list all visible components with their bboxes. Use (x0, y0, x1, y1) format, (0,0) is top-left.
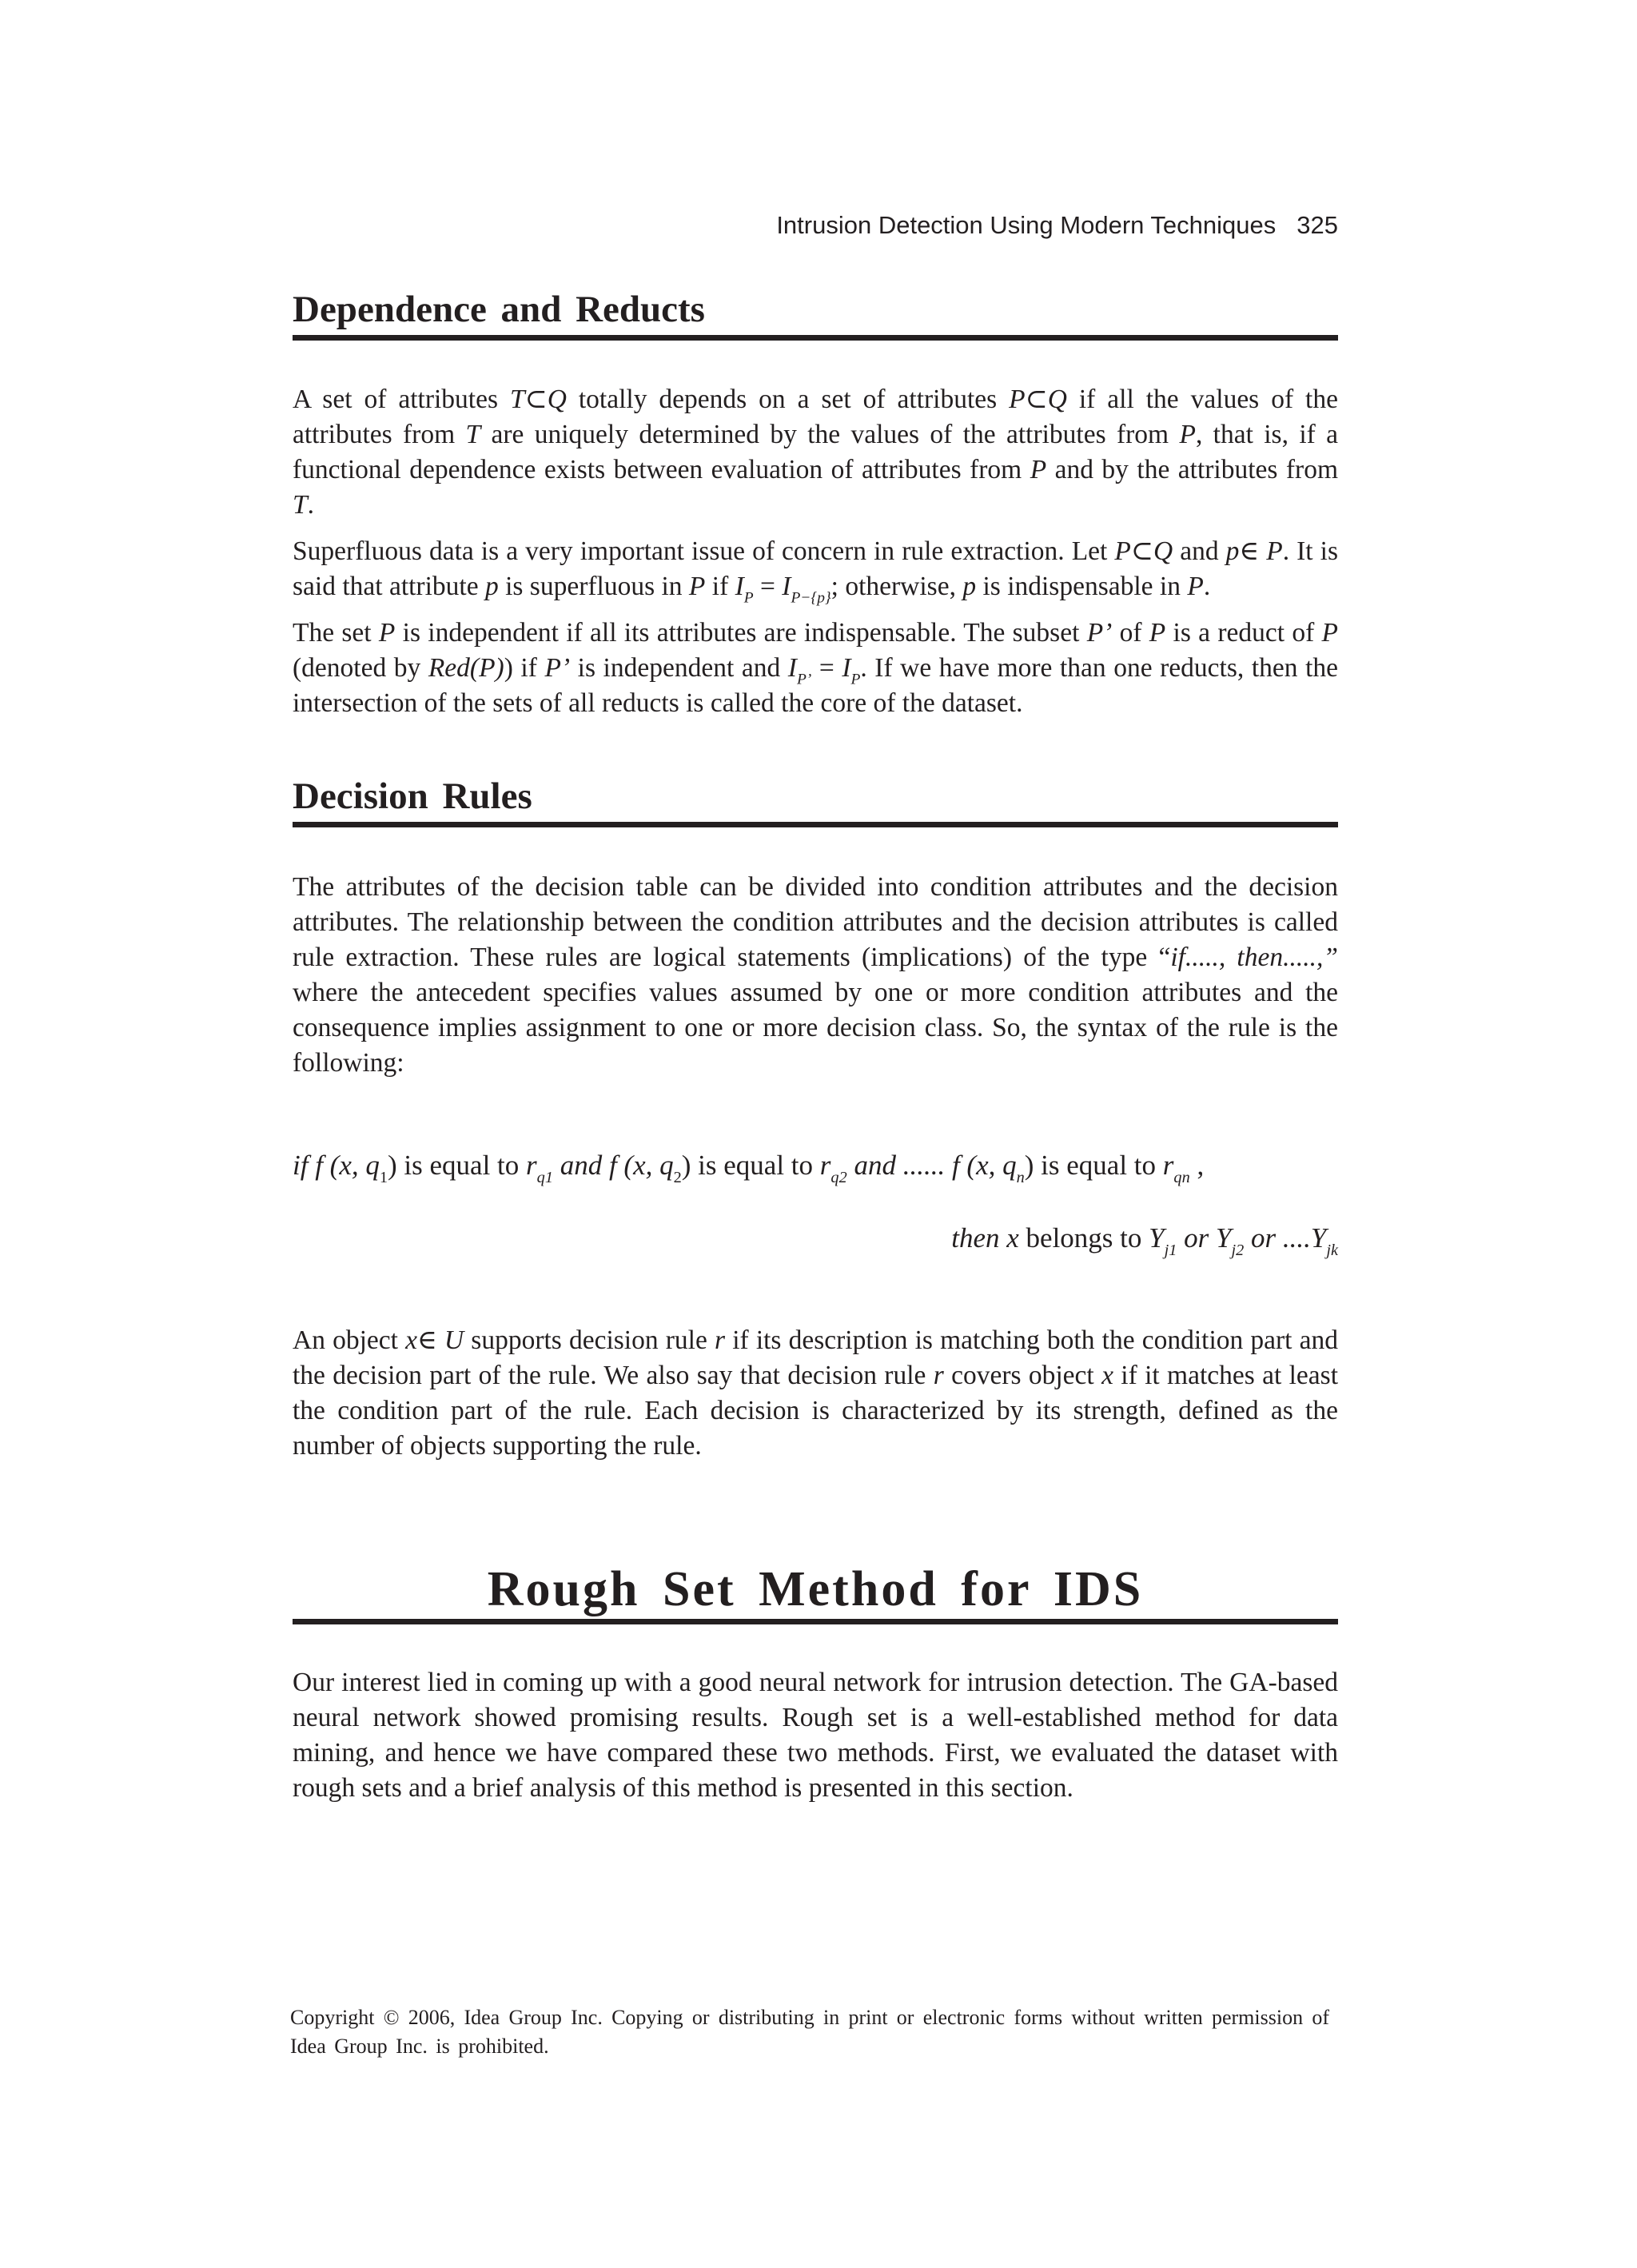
chapter-heading-rough-set: Rough Set Method for IDS (293, 1560, 1338, 1624)
paragraph-dependence-1: A set of attributes T⊂Q totally depends on a set of attributes P⊂Q if all the values of the attributes from T are uniquely determined by the values of the attributes from P, that is, if a functional dependence exists between evaluation of attributes from P and by the attributes from T. (293, 385, 1339, 520)
section-heading-decision: Decision Rules (293, 772, 1338, 827)
page-number: 325 (1296, 211, 1338, 239)
section-decision (293, 772, 1338, 827)
chapter-section-rough (293, 1560, 1338, 1624)
decision-body-2 (293, 1323, 1338, 1464)
paragraph-rough-1: Our interest lied in coming up with a good neural network for intrusion detection. The GA-based neural network showed promising results. Rough set is a well-established method for data mining, and hence we have compared these two methods. First, we evaluated the dataset with rough sets and a brief analysis of this method is presented in this section. (293, 1668, 1338, 1803)
section-dependence (293, 285, 1338, 341)
copyright-footer: Copyright © 2006, Idea Group Inc. Copying or distributing in print or electronic forms without written permission of Idea Group Inc. is prohibited. (290, 2006, 1329, 2058)
paragraph-dependence-2: Superfluous data is a very important issue of concern in rule extraction. Let P⊂Q and p∈ P. It is said that attribute p is superfluous in P if $I_P = I_{P-\{p\}}$; otherwise, p is indispensable in P. (293, 536, 1339, 607)
paragraph-decision-2: An object x∈ U supports decision rule r if its description is matching both the condition part and the decision part of the rule. We also say that decision rule r covers object x if it matches at least the condition part of the rule. Each decision is characterized by its strength, defined as the number of objects supporting the rule. (293, 1325, 1339, 1461)
rough-body (293, 1665, 1338, 1806)
decision-body (293, 870, 1338, 1081)
paragraph-decision-1: The attributes of the decision table can be divided into condition attributes and the decision attributes. The relationship between the condition attributes and the decision attributes is called rule extraction. These rules are logical statements (implications) of the type “if....., then.....,” where the antecedent specifies values assumed by one or more condition attributes and the consequence implies assignment to one or more decision class. So, the syntax of the rule is the following: (293, 872, 1338, 1078)
section-heading-dependence: Dependence and Reducts (293, 285, 1338, 341)
paragraph-dependence-3: The set P is independent if all its attributes are indispensable. The subset P’ of P is a reduct of P (denoted by Red(P)) if P’ is independent and $I_{P’} = I_P$. If we have more than one reducts, then the intersection of the sets of all reducts is called the core of the dataset. (293, 618, 1338, 718)
running-header-title: Intrusion Detection Using Modern Techniques (776, 211, 1277, 239)
rule-syntax-line-1: if f (x, $q_1$) is equal to $r_{q1}$ and f (x, $q_2$) is equal to $r_{q2}$ and ...... f (x, $q_n$) is equal to $r_{qn}$ , (293, 1150, 1205, 1187)
running-header (293, 209, 1338, 241)
dependence-body (293, 382, 1338, 721)
rule-syntax-line-2: then x belongs to $Y_{j1}$ or $Y_{j2}$ or $....Y_{jk}$ (951, 1222, 1338, 1260)
